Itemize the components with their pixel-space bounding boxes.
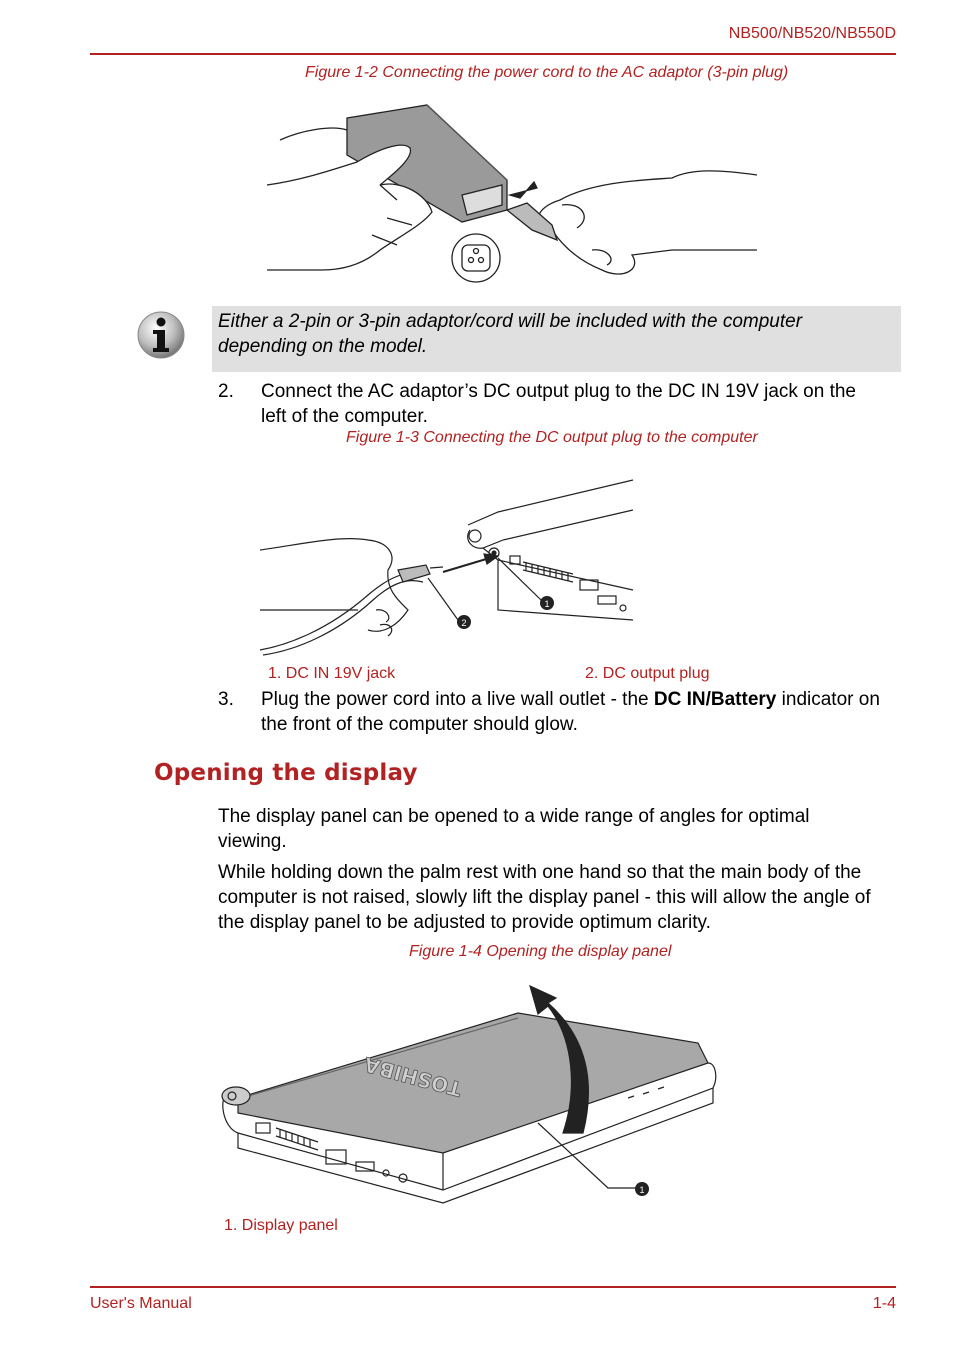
- section-para-2: While holding down the palm rest with one hand so that the main body of the computer is not raised, slowly lift the display panel - this will allow the angle of the display panel to be adjusted to provide optimum clarity.: [218, 862, 871, 933]
- figure-1-4-caption: Figure 1-4 Opening the display panel: [409, 943, 672, 960]
- info-icon: [136, 310, 186, 360]
- legend-display-panel: 1. Display panel: [224, 1217, 338, 1234]
- footer-rule: [90, 1286, 896, 1288]
- note-text: Either a 2-pin or 3-pin adaptor/cord will be included with the computer depending on the model.: [218, 311, 803, 357]
- footer-page-number: 1-4: [872, 1295, 896, 1312]
- step-3-text: [261, 687, 901, 737]
- figure-1-4-illustration: [218, 978, 723, 1206]
- brand-logo: TOSHIBA: [361, 1052, 465, 1102]
- header-rule: [90, 53, 896, 55]
- step-3-text-b: indicator on the front of the computer should glow.: [261, 689, 880, 735]
- callout-display-panel: 1: [639, 1185, 645, 1195]
- figure-1-2-illustration: [262, 100, 762, 285]
- section-heading: Opening the display: [154, 760, 418, 786]
- figure-1-3-illustration: [258, 470, 638, 660]
- step-3-text-a: Plug the power cord into a live wall outlet - the: [261, 689, 654, 710]
- step-3-bold: DC IN/Battery: [653, 689, 777, 710]
- legend-dc-in-jack: 1. DC IN 19V jack: [268, 665, 396, 682]
- step-3-number: 3.: [218, 689, 234, 710]
- header-model: NB500/NB520/NB550D: [728, 25, 896, 42]
- callout-1: 1: [544, 599, 550, 609]
- step-2-text: Connect the AC adaptor’s DC output plug to the DC IN 19V jack on the left of the computer.: [261, 381, 856, 427]
- footer-manual-title: User's Manual: [90, 1295, 192, 1312]
- step-2-number: 2.: [218, 381, 234, 402]
- figure-1-3-caption: Figure 1-3 Connecting the DC output plug to the computer: [346, 429, 758, 446]
- figure-1-2-caption: Figure 1-2 Connecting the power cord to the AC adaptor (3-pin plug): [305, 64, 789, 81]
- callout-2: 2: [461, 618, 467, 628]
- legend-dc-output-plug: 2. DC output plug: [585, 665, 710, 682]
- section-para-1: The display panel can be opened to a wide range of angles for optimal viewing.: [218, 806, 810, 852]
